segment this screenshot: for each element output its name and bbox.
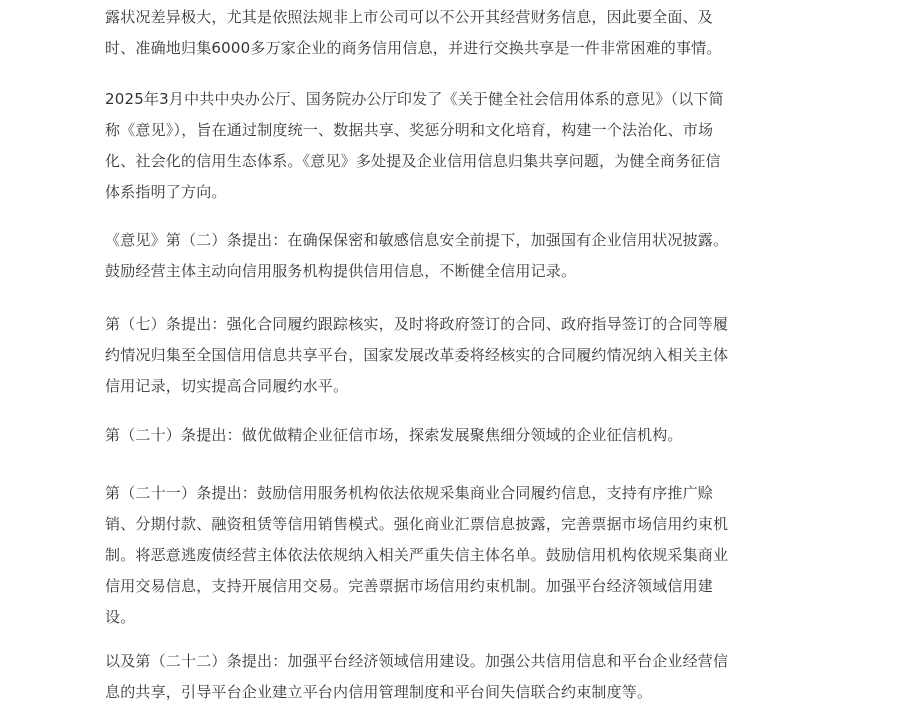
paragraph-article-2 [105,225,785,287]
paragraph-line: 露状况差异极大，尤其是依照法规非上市公司可以不公开其经营财务信息，因此要全面、及 [105,8,714,26]
paragraph-line: 2025年3月中共中央办公厅、国务院办公厅印发了《关于健全社会信用体系的意见》（以下简 [105,90,724,108]
paragraph-line: 以及第（二十二）条提出：加强平台经济领域信用建设。加强公共信用信息和平台企业经营信 [105,652,729,670]
paragraph-line: 时、准确地归集6000多万家企业的商务信用信息，并进行交换共享是一件非常困难的事情。 [105,39,722,57]
paragraph-line: 设。 [105,608,136,626]
paragraph-line: 第（七）条提出：强化合同履约跟踪核实，及时将政府签订的合同、政府指导签订的合同等履 [105,315,729,333]
paragraph-line: 《意见》第（二）条提出：在确保保密和敏感信息安全前提下，加强国有企业信用状况披露。 [105,231,729,249]
paragraph-line: 制。将恶意逃废债经营主体依法依规纳入相关严重失信主体名单。鼓励信用机构依规采集商业 [105,546,729,564]
paragraph-line: 信用记录，切实提高合同履约水平。 [105,377,349,395]
paragraph-line: 体系指明了方向。 [105,183,227,201]
paragraph-article-7 [105,309,785,402]
paragraph-intro-continued [105,2,785,64]
paragraph-line: 第（二十一）条提出：鼓励信用服务机构依法依规采集商业合同履约信息，支持有序推广赊 [105,484,714,502]
paragraph-line: 销、分期付款、融资租赁等信用销售模式。强化商业汇票信息披露，完善票据市场信用约束机 [105,515,729,533]
paragraph-opinion-issued [105,84,785,208]
paragraph-line: 息的共享，引导平台企业建立平台内信用管理制度和平台间失信联合约束制度等。 [105,683,653,701]
paragraph-article-21 [105,478,785,633]
paragraph-article-22 [105,646,785,708]
paragraph-line: 约情况归集至全国信用信息共享平台，国家发展改革委将经核实的合同履约情况纳入相关主体 [105,346,729,364]
paragraph-line: 信用交易信息，支持开展信用交易。完善票据市场信用约束机制。加强平台经济领域信用建 [105,577,714,595]
paragraph-line: 化、社会化的信用生态体系。《意见》多处提及企业信用信息归集共享问题，为健全商务征信 [105,152,721,170]
paragraph-line: 鼓励经营主体主动向信用服务机构提供信用信息，不断健全信用记录。 [105,262,577,280]
paragraph-line: 第（二十）条提出：做优做精企业征信市场，探索发展聚焦细分领域的企业征信机构。 [105,426,683,444]
paragraph-article-20 [105,420,785,451]
paragraph-line: 称《意见》），旨在通过制度统一、数据共享、奖惩分明和文化培育，构建一个法治化、市场 [105,121,714,139]
